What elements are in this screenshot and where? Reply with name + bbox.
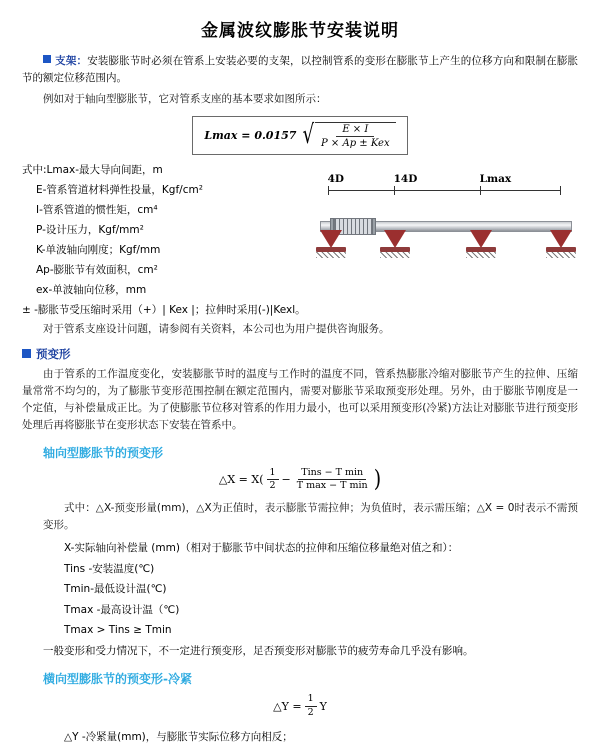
axial-note-text: 一般变形和受力情况下，不一定进行预变形，足否预变形对膨胀节的疲劳寿命几乎没有影响。 [43,644,474,657]
radical-icon: √ [302,120,315,150]
support-example-text: 例如对于轴向型膨胀节，它对管系支座的基本要求如图所示： [43,93,327,105]
axial-predeform-equation [22,465,578,494]
support-closing-text: 对于管系支座设计问题，请参阅有关资料，本公司也为用户提供咨询服务。 [43,322,390,335]
figure-label-lmax: Lmax [479,173,512,185]
legend-and-figure [22,161,578,321]
support-heading-label: 支架： [55,55,88,67]
figure-dimension-labels [312,173,578,185]
lmax-formula-sqrt [300,122,395,149]
lateral-eq-lhs: △Y = [273,699,302,713]
page-title: 金属波纹膨胀节安装说明 [201,21,399,41]
axial-subsection-heading: 轴向型膨胀节的预变形 [43,445,164,460]
variable-item: X-实际轴向补偿量 (mm)（相对于膨胀节中间状态的拉伸和压缩位移量绝对值之和）： [64,542,459,555]
legend-item: P-设计压力，Kgf/mm² [36,223,144,236]
legend-item: ex-单波轴向位移，mm [36,283,147,296]
predeform-section-heading [22,346,578,362]
axial-where-text: 式中：△X-预变形量(mm)，△X为正值时，表示膨胀节需拉伸；为负值时，表示需压缩；△X = 0时表示不需预变形。 [43,502,578,532]
lateral-eq-rhs: Y [319,699,327,713]
legend-item: 式中:Lmax-最大导向间距，m [22,164,163,176]
support-guide [380,230,410,258]
legend-item: K-单波轴向刚度；Kgf/mm [36,243,161,256]
variable-item: Tmax > Tins ≥ Tmin [64,624,172,637]
lmax-formula-numerator: E × I [336,124,374,137]
variable-item: △Y -冷紧量(mm)，与膨胀节实际位移方向相反； [64,730,293,743]
figure-label-4d: 4D [327,173,345,185]
predeform-body-text: 由于管系的工作温度变化，安装膨胀节时的温度与工作时的温度不同，管系热膨胀冷缩对膨胀节产生的拉伸、压缩量常常不均匀的，为了膨胀节变形范围控制在额定范围内，需要对膨胀节采取预变形处理。另外，由于膨胀节刚度是一个定值，与补偿量成正比。为了使膨胀节位移对管系的作用力最小，也可以采用预变形(冷紧)方法让对膨胀节进行预变形处理后再将膨胀节在变形状态下安装在管系中。 [22,367,578,431]
support-guide [466,230,496,258]
lateral-predeform-equation [22,694,578,719]
formula-legend [22,161,306,321]
support-spacing-diagram [312,173,578,293]
support-heading-body: 安装膨胀节时必须在管系上安装必要的支架，以控制管系的变形在膨胀节上产生的位移方向和限制在膨胀节的额定位移范围内。 [22,55,579,84]
legend-item: Ap-膨胀节有效面积，cm² [36,263,158,276]
pipe-illustration [312,197,578,269]
axial-variable-list [22,538,578,640]
support-anchor [316,230,346,258]
axial-eq-close-paren: ) [373,465,382,494]
variable-item: Tmax -最高设计温（℃) [64,603,180,616]
axial-eq-fraction-half: $\frac{1}{2}$ [267,468,279,493]
blue-square-bullet-icon [43,55,51,63]
lateral-subsection-heading: 横向型膨胀节的预变形-冷紧 [43,671,192,686]
axial-eq-fraction-temp: $\frac{\text{Tins − T min}}{\text{T max − T min}}$ [296,466,368,492]
legend-item: ± -膨胀节受压缩时采用（+）| Kex |；拉伸时采用(-)|Kexl。 [22,303,306,316]
blue-square-bullet-icon [22,349,31,358]
axial-eq-minus: − [281,473,291,487]
lateral-eq-fraction-half: $\frac{1}{2}$ [305,694,317,719]
legend-item: I-管系管道的惯性矩，cm⁴ [36,203,158,216]
support-section-heading [22,53,578,87]
predeform-heading-label: 预变形 [36,346,71,361]
axial-eq-lhs: △X = X( [218,473,264,487]
lmax-formula [192,116,408,155]
figure-dimension-arrows [312,186,578,195]
lmax-formula-lhs: Lmax = 0.0157 [204,129,297,142]
lmax-formula-denominator: P × Ap ± Kex [321,138,390,149]
figure-label-14d: 14D [393,173,418,185]
variable-item: Tmin-最低设计温(℃) [64,583,167,596]
support-guide [546,230,576,258]
legend-item: E-管系管道材料弹性投量，Kgf/cm² [36,183,203,196]
variable-item: Tins -安装温度(℃) [64,562,155,575]
